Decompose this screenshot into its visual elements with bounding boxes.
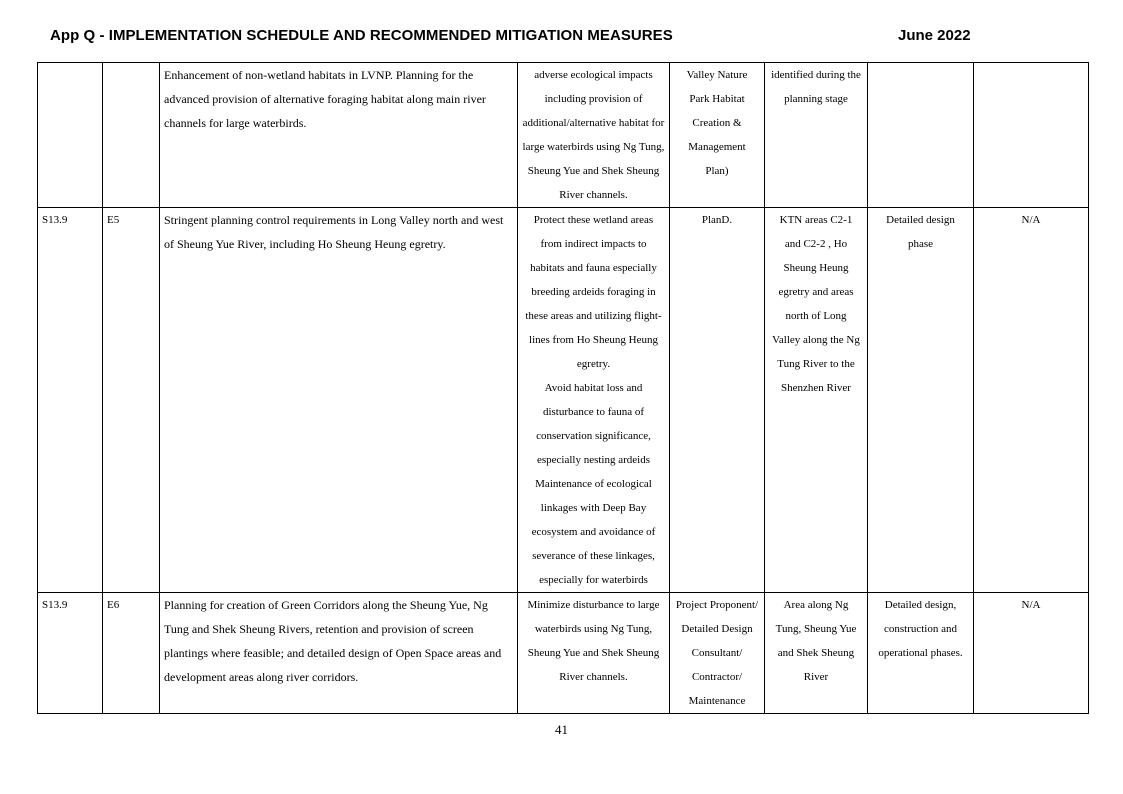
cell-text-line: Management	[688, 141, 746, 153]
implementation-agent-cell	[670, 593, 765, 714]
cell-text-line: habitats and fauna especially	[530, 262, 657, 274]
schedule-body	[38, 63, 1089, 714]
table-row	[38, 593, 1089, 714]
cell-text-line: identified during the	[771, 69, 861, 81]
cell-text-line: KTN areas C2-1	[779, 214, 853, 226]
requirements-cell	[974, 593, 1089, 714]
location-cell	[765, 208, 868, 593]
cell-text-line: PlanD.	[701, 214, 733, 226]
cell-text-line: N/A	[1021, 214, 1041, 226]
implementation-agent-cell	[670, 63, 765, 208]
cell-text-line: planning stage	[784, 93, 848, 105]
cell-text-line: Park Habitat	[689, 93, 745, 105]
cell-text-line: Detailed design	[886, 214, 955, 226]
cell-text-line: Protect these wetland areas	[533, 214, 654, 226]
cell-text-line: Detailed design,	[884, 599, 957, 611]
requirements-cell	[974, 63, 1089, 208]
objectives-cell	[518, 63, 670, 208]
location-cell	[765, 63, 868, 208]
cell-text-line: Shenzhen River	[781, 382, 851, 394]
cell-text-line: egretry and areas	[778, 286, 854, 298]
cell-text-line: Detailed Design	[681, 623, 753, 635]
cell-text: S13.9	[42, 214, 68, 226]
measure-description-cell	[160, 593, 518, 714]
measure-code-cell	[103, 63, 160, 208]
cell-text-line: Enhancement of non-wetland habitats in LVNP. Planning for the	[164, 68, 474, 82]
ref-cell	[38, 208, 103, 593]
objectives-cell	[518, 208, 670, 593]
cell-text-line: linkages with Deep Bay	[540, 502, 647, 514]
cell-text: E5	[107, 214, 120, 226]
cell-text-line: adverse ecological impacts	[534, 69, 653, 81]
table-row	[38, 208, 1089, 593]
cell-text-line: including provision of	[544, 93, 643, 105]
cell-text-line: Maintenance	[688, 695, 746, 707]
objectives-cell	[518, 593, 670, 714]
cell-text-line: severance of these linkages,	[532, 550, 655, 562]
cell-text-line: Avoid habitat loss and	[544, 382, 643, 394]
implementation-stage-cell	[868, 593, 974, 714]
cell-text-line: these areas and utilizing flight-	[525, 310, 662, 322]
implementation-agent-cell	[670, 208, 765, 593]
cell-text-line: lines from Ho Sheung Heung	[529, 334, 658, 346]
cell-text-line: north of Long	[785, 310, 847, 322]
cell-text-line: and Shek Sheung	[777, 647, 855, 659]
table-row	[38, 63, 1089, 208]
cell-text: E6	[107, 599, 120, 611]
cell-text-line: phase	[907, 238, 934, 250]
cell-text-line: Consultant/	[691, 647, 743, 659]
location-cell	[765, 593, 868, 714]
cell-text-line: Sheung Heung	[783, 262, 849, 274]
document-title: App Q - IMPLEMENTATION SCHEDULE AND RECOMMENDED MITIGATION MEASURES	[50, 27, 673, 44]
cell-text: S13.9	[42, 599, 68, 611]
cell-text-line: Valley Nature	[686, 69, 748, 81]
cell-text-line: disturbance to fauna of	[542, 406, 645, 418]
cell-text-line: Tung River to the	[777, 358, 855, 370]
cell-text-line: Sheung Yue and Shek Sheung	[527, 165, 660, 177]
measure-code-cell	[103, 593, 160, 714]
measure-description-cell	[160, 208, 518, 593]
cell-text-line: breeding ardeids foraging in	[531, 286, 656, 298]
cell-text-line: Contractor/	[691, 671, 743, 683]
cell-text-line: Maintenance of ecological	[535, 478, 652, 490]
ref-cell	[38, 593, 103, 714]
cell-text-line: development areas along river corridors.	[164, 670, 359, 684]
cell-text-line: Area along Ng	[783, 599, 849, 611]
cell-text-line: River channels.	[559, 189, 628, 201]
cell-text-line: Minimize disturbance to large	[527, 599, 660, 611]
cell-text-line: Stringent planning control requirements in Long Valley north and west	[164, 213, 504, 227]
cell-text-line: Tung, Sheung Yue	[775, 623, 857, 635]
cell-text-line: egretry.	[576, 358, 611, 370]
measure-description-cell	[160, 63, 518, 208]
cell-text-line: especially nesting ardeids	[536, 454, 651, 466]
cell-text-line: River	[803, 671, 829, 683]
cell-text-line: channels for large waterbirds.	[164, 116, 307, 130]
cell-text-line: and C2-2 , Ho	[784, 238, 848, 250]
cell-text-line: plantings where feasible; and detailed design of Open Space areas and	[164, 646, 502, 660]
cell-text-line: large waterbirds using Ng Tung,	[522, 141, 665, 153]
cell-text-line: conservation significance,	[536, 430, 651, 442]
implementation-stage-cell	[868, 208, 974, 593]
cell-text-line: waterbirds using Ng Tung,	[534, 623, 653, 635]
cell-text-line: advanced provision of alternative foraging habitat along main river	[164, 92, 486, 106]
requirements-cell	[974, 208, 1089, 593]
cell-text-line: Project Proponent/	[675, 599, 759, 611]
ref-cell	[38, 63, 103, 208]
cell-text-line: ecosystem and avoidance of	[531, 526, 656, 538]
mitigation-schedule-table	[37, 62, 1089, 714]
cell-text-line: especially for waterbirds	[539, 574, 648, 586]
cell-text-line: Plan)	[705, 165, 729, 177]
cell-text-line: Planning for creation of Green Corridors along the Sheung Yue, Ng	[164, 598, 488, 612]
cell-text-line: Tung and Shek Sheung Rivers, retention and provision of screen	[164, 622, 474, 636]
cell-text-line: of Sheung Yue River, including Ho Sheung Heung egretry.	[164, 237, 446, 251]
page-number: 41	[555, 722, 568, 737]
cell-text-line: construction and	[883, 623, 957, 635]
cell-text-line: additional/alternative habitat for	[522, 117, 665, 129]
cell-text-line: Creation &	[692, 117, 742, 129]
document-date: June 2022	[898, 27, 971, 44]
cell-text-line: Sheung Yue and Shek Sheung	[527, 647, 660, 659]
cell-text-line: River channels.	[559, 671, 628, 683]
cell-text-line: from indirect impacts to	[540, 238, 647, 250]
measure-code-cell	[103, 208, 160, 593]
cell-text-line: Valley along the Ng	[772, 334, 860, 346]
cell-text-line: operational phases.	[878, 647, 963, 659]
cell-text-line: N/A	[1021, 599, 1041, 611]
implementation-stage-cell	[868, 63, 974, 208]
